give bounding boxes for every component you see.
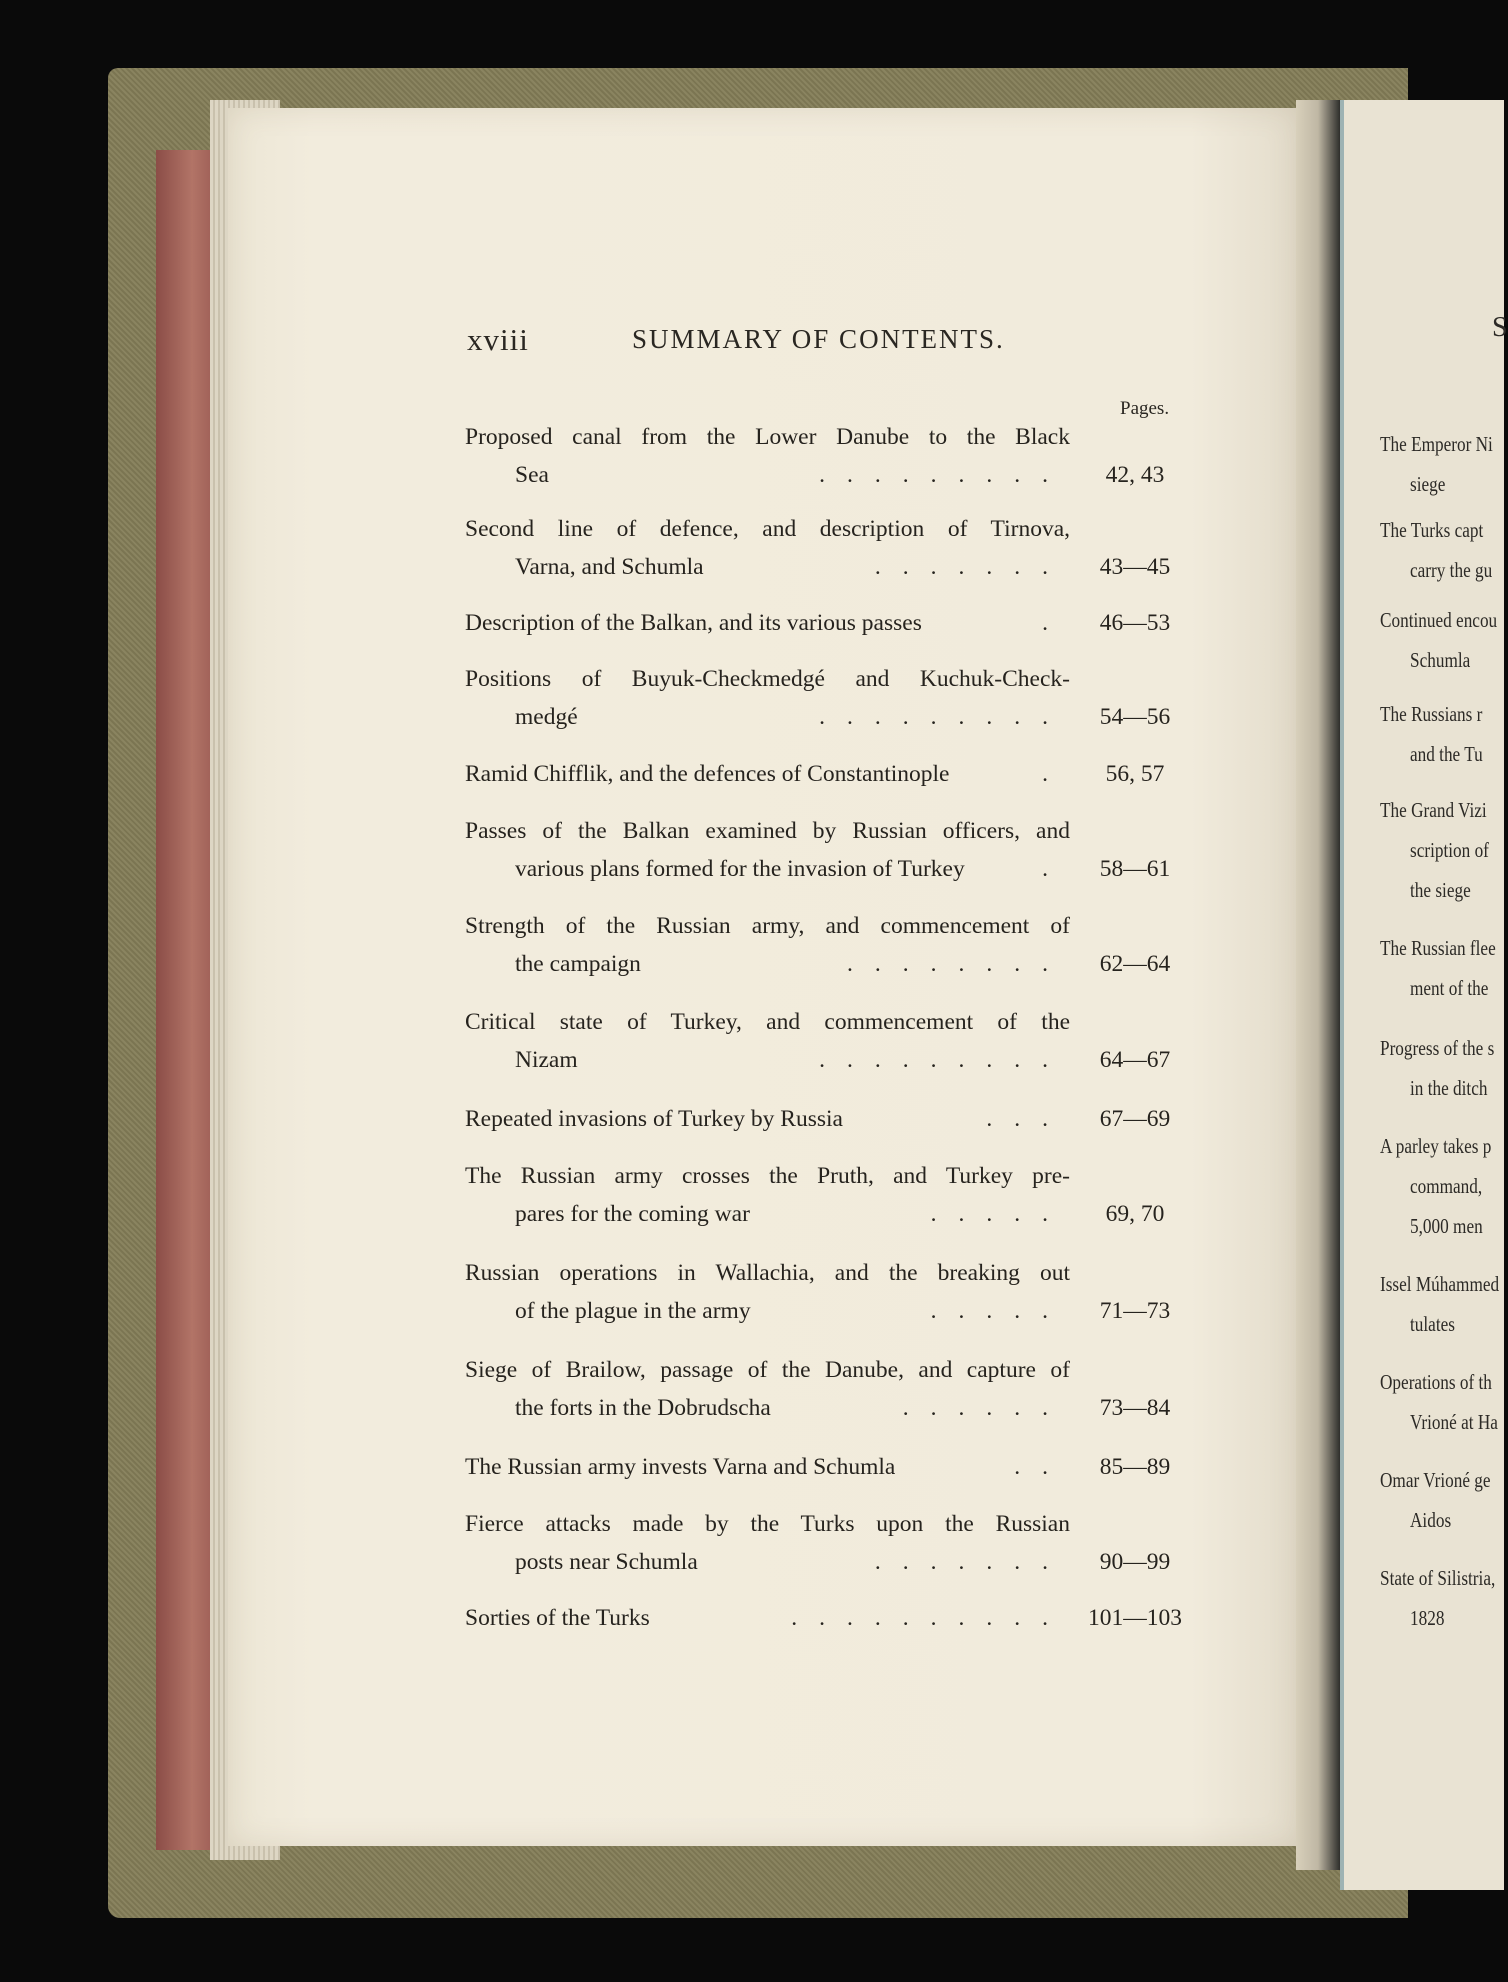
contents-entry-line [465, 610, 1171, 642]
entry-text: Fierce attacks made by the Turks upon the Russian [465, 1511, 1070, 1537]
contents-entry-line [515, 1549, 1171, 1581]
contents-entry-line [465, 1357, 1070, 1389]
facing-page-line: The Turks capt [1380, 518, 1484, 542]
entry-pages: 58—61 [1099, 856, 1171, 882]
entry-text: of the plague in the army [515, 1298, 751, 1324]
leader-dots: ..... [930, 1201, 1070, 1227]
facing-page-line: 5,000 men [1410, 1214, 1483, 1238]
entry-pages: 85—89 [1099, 1454, 1171, 1480]
facing-page-line: Omar Vrioné ge [1380, 1468, 1491, 1492]
entry-text: the campaign [515, 951, 641, 977]
leader-dots: ........ [847, 951, 1070, 977]
facing-page-line: Aidos [1410, 1508, 1452, 1532]
facing-page-line: the siege [1410, 878, 1471, 902]
leader-dots: ...... [902, 1395, 1070, 1421]
contents-entry-line [515, 554, 1171, 586]
entry-text: Description of the Balkan, and its various passes [465, 610, 922, 636]
page-number: xviii [467, 322, 529, 357]
entry-text: Ramid Chifflik, and the defences of Constantinople [465, 761, 950, 787]
facing-page-line: command, [1410, 1174, 1483, 1198]
entry-text: The Russian army crosses the Pruth, and Turkey pre- [465, 1163, 1070, 1189]
contents-entry-line [515, 856, 1171, 888]
facing-page-line: carry the gu [1410, 558, 1493, 582]
leader-dots: .......... [791, 1605, 1070, 1631]
facing-page-line: 1828 [1410, 1606, 1445, 1630]
leader-dots: ....... [874, 1549, 1070, 1575]
facing-page-line: State of Silistria, [1380, 1566, 1496, 1590]
leader-dots: ... [986, 1106, 1070, 1132]
contents-entry-line [515, 1201, 1165, 1233]
contents-entry-line [515, 1047, 1171, 1079]
entry-text: posts near Schumla [515, 1549, 698, 1575]
contents-entry-line [515, 704, 1171, 736]
facing-page-line: The Russian flee [1380, 936, 1496, 960]
entry-text: Siege of Brailow, passage of the Danube, and capture of [465, 1357, 1070, 1383]
contents-entry-line [515, 951, 1171, 983]
facing-page-line: and the Tu [1410, 742, 1483, 766]
contents-entry-line [515, 1298, 1171, 1330]
entry-pages: 64—67 [1099, 1047, 1171, 1073]
leader-dots: . [1042, 610, 1070, 636]
contents-entry-line [465, 516, 1070, 548]
leader-dots: ..... [930, 1298, 1070, 1324]
running-title: SUMMARY OF CONTENTS. [632, 324, 1005, 354]
facing-page-line: scription of [1410, 838, 1489, 862]
entry-text: the forts in the Dobrudscha [515, 1395, 771, 1421]
entry-text: various plans formed for the invasion of Turkey [515, 856, 965, 882]
entry-pages: 42, 43 [1105, 462, 1165, 488]
facing-page-line: ment of the [1410, 976, 1489, 1000]
facing-page [1340, 100, 1508, 1890]
facing-page-line: Vrioné at Ha [1410, 1410, 1498, 1434]
facing-page-line: Schumla [1410, 648, 1471, 672]
entry-pages: 54—56 [1099, 704, 1171, 730]
entry-pages: 46—53 [1099, 610, 1171, 636]
contents-entry-line [465, 1511, 1070, 1543]
facing-page-line: Issel Múhammed [1380, 1272, 1500, 1296]
entry-text: Repeated invasions of Turkey by Russia [465, 1106, 843, 1132]
entry-pages: 101—103 [1088, 1605, 1182, 1631]
contents-entry-line [465, 1163, 1070, 1195]
entry-text: pares for the coming war [515, 1201, 750, 1227]
contents-entry-line [515, 1395, 1171, 1427]
facing-page-line: tulates [1410, 1312, 1455, 1336]
entry-text: Passes of the Balkan examined by Russian officers, and [465, 818, 1070, 844]
entry-text: Positions of Buyuk-Checkmedgé and Kuchuk-Check- [465, 666, 1070, 692]
facing-page-line: The Emperor Ni [1380, 432, 1493, 456]
entry-pages: 67—69 [1099, 1106, 1171, 1132]
entry-pages: 73—84 [1099, 1395, 1171, 1421]
leader-dots: ......... [819, 1047, 1070, 1073]
contents-entry-line [465, 818, 1070, 850]
entry-text: Proposed canal from the Lower Danube to the Black [465, 424, 1070, 450]
entry-text: Varna, and Schumla [515, 554, 704, 580]
contents-entry-line [465, 1260, 1070, 1292]
leader-dots: . [1042, 856, 1070, 882]
cover-edge [156, 150, 216, 1850]
facing-page-line: Continued encou [1380, 608, 1498, 632]
entry-text: Russian operations in Wallachia, and the breaking out [465, 1260, 1070, 1286]
facing-page-line: The Grand Vizi [1380, 798, 1487, 822]
facing-page-line: in the ditch [1410, 1076, 1488, 1100]
contents-entry-line [515, 462, 1165, 494]
entry-text: Second line of defence, and description of Tirnova, [465, 516, 1070, 542]
facing-page-head: S [1492, 312, 1508, 343]
contents-entry-line [465, 1106, 1171, 1138]
facing-page-line: siege [1410, 472, 1446, 496]
book-gutter [1296, 100, 1340, 1870]
entry-text: Nizam [515, 1047, 578, 1073]
contents-entry-line [465, 761, 1165, 793]
entry-text: Strength of the Russian army, and commencement of [465, 913, 1070, 939]
pages-column-label: Pages. [1120, 398, 1170, 419]
entry-pages: 69, 70 [1105, 1201, 1165, 1227]
entry-pages: 90—99 [1099, 1549, 1171, 1575]
contents-entry-line [465, 1009, 1070, 1041]
leader-dots: . [1042, 761, 1070, 787]
contents-entry-line [465, 666, 1070, 698]
entry-text: The Russian army invests Varna and Schumla [465, 1454, 896, 1480]
leader-dots: ....... [874, 554, 1070, 580]
contents-entry-line [465, 424, 1070, 456]
facing-page-line: The Russians r [1380, 702, 1483, 726]
facing-page-line: Progress of the s [1380, 1036, 1495, 1060]
entry-text: Critical state of Turkey, and commencement of the [465, 1009, 1070, 1035]
entry-pages: 71—73 [1099, 1298, 1171, 1324]
contents-entry-line [465, 913, 1070, 945]
leader-dots: ......... [819, 462, 1070, 488]
entry-pages: 62—64 [1099, 951, 1171, 977]
leader-dots: .. [1014, 1454, 1070, 1480]
leader-dots: ......... [819, 704, 1070, 730]
entry-pages: 43—45 [1099, 554, 1171, 580]
facing-page-line: A parley takes p [1380, 1134, 1492, 1158]
entry-text: Sea [515, 462, 549, 488]
contents-entry-line [465, 1605, 1182, 1637]
entry-text: medgé [515, 704, 578, 730]
entry-pages: 56, 57 [1105, 761, 1165, 787]
contents-entry-line [465, 1454, 1171, 1486]
entry-text: Sorties of the Turks [465, 1605, 650, 1631]
page-header [467, 322, 1047, 358]
facing-page-line: Operations of th [1380, 1370, 1492, 1394]
